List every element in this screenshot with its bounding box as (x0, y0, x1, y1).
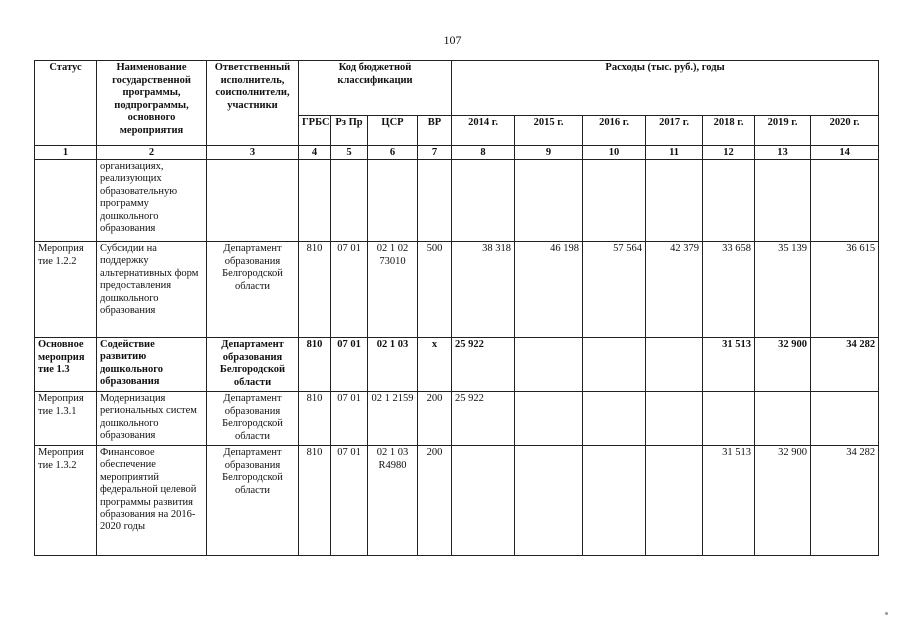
header-grbs: ГРБС (299, 115, 331, 145)
scan-speck (885, 612, 888, 615)
header-expenses: Расходы (тыс. руб.), годы (452, 61, 879, 116)
name-cell: организациях, реализующих образовательную программу дошкольного образования (97, 160, 207, 242)
column-number: 9 (515, 146, 583, 160)
header-year: 2019 г. (755, 115, 811, 145)
value-cell (646, 392, 703, 446)
executor-cell: Департамент образования Белгородской области (207, 392, 299, 446)
header-executor: Ответственный исполнитель, соисполнители, участники (207, 61, 299, 146)
column-number: 8 (452, 146, 515, 160)
executor-cell: Департамент образования Белгородской области (207, 446, 299, 556)
value-cell (583, 446, 646, 556)
csr-cell: 02 1 03 (368, 338, 418, 392)
grbs-cell (299, 160, 331, 242)
value-cell (515, 160, 583, 242)
header-status: Статус (35, 61, 97, 146)
header-year: 2015 г. (515, 115, 583, 145)
value-cell (703, 392, 755, 446)
name-cell: Содействие развитию дошкольного образования (97, 338, 207, 392)
table-row (35, 338, 879, 392)
column-number: 13 (755, 146, 811, 160)
rzpr-cell: 07 01 (331, 338, 368, 392)
value-cell (811, 392, 879, 446)
value-cell (583, 160, 646, 242)
column-number: 3 (207, 146, 299, 160)
value-cell (515, 446, 583, 556)
column-number: 4 (299, 146, 331, 160)
header-year: 2016 г. (583, 115, 646, 145)
csr-cell: 02 1 02 73010 (368, 242, 418, 338)
value-cell: 25 922 (452, 338, 515, 392)
status-cell: Основное мероприя тие 1.3 (35, 338, 97, 392)
value-cell: 31 513 (703, 338, 755, 392)
value-cell: 36 615 (811, 242, 879, 338)
header-vr: ВР (418, 115, 452, 145)
column-number: 7 (418, 146, 452, 160)
rzpr-cell: 07 01 (331, 242, 368, 338)
rzpr-cell: 07 01 (331, 392, 368, 446)
status-cell: Мероприя тие 1.3.1 (35, 392, 97, 446)
header-rzpr: Рз Пр (331, 115, 368, 145)
vr-cell: 200 (418, 392, 452, 446)
value-cell: 46 198 (515, 242, 583, 338)
value-cell (583, 338, 646, 392)
value-cell: 25 922 (452, 392, 515, 446)
grbs-cell: 810 (299, 242, 331, 338)
value-cell: 32 900 (755, 338, 811, 392)
value-cell (646, 446, 703, 556)
grbs-cell: 810 (299, 446, 331, 556)
value-cell (515, 338, 583, 392)
rzpr-cell (331, 160, 368, 242)
value-cell: 34 282 (811, 446, 879, 556)
table-row (35, 392, 879, 446)
vr-cell: 500 (418, 242, 452, 338)
column-number: 14 (811, 146, 879, 160)
vr-cell: х (418, 338, 452, 392)
header-year: 2017 г. (646, 115, 703, 145)
column-number: 1 (35, 146, 97, 160)
csr-cell: 02 1 03 R4980 (368, 446, 418, 556)
header-year: 2018 г. (703, 115, 755, 145)
vr-cell (418, 160, 452, 242)
value-cell: 42 379 (646, 242, 703, 338)
csr-cell: 02 1 2159 (368, 392, 418, 446)
column-number: 2 (97, 146, 207, 160)
name-cell: Субсидии на поддержку альтернативных форм предоставления дошкольного образования (97, 242, 207, 338)
value-cell (755, 160, 811, 242)
column-number: 5 (331, 146, 368, 160)
header-name: Наименование государственной программы, подпрограммы, основного мероприятия (97, 61, 207, 146)
value-cell (452, 446, 515, 556)
header-row (35, 61, 879, 116)
budget-table (34, 60, 879, 556)
grbs-cell: 810 (299, 392, 331, 446)
status-cell: Мероприя тие 1.2.2 (35, 242, 97, 338)
csr-cell (368, 160, 418, 242)
name-cell: Финансовое обеспечение мероприятий федеральной целевой программы развития образования на 2016-2020 годы (97, 446, 207, 556)
header-year: 2020 г. (811, 115, 879, 145)
value-cell: 34 282 (811, 338, 879, 392)
executor-cell (207, 160, 299, 242)
header-budget-code: Код бюджетной классификации (299, 61, 452, 116)
value-cell (452, 160, 515, 242)
value-cell (583, 392, 646, 446)
page-number: 107 (443, 33, 462, 47)
rzpr-cell: 07 01 (331, 446, 368, 556)
table-row (35, 160, 879, 242)
column-number: 10 (583, 146, 646, 160)
value-cell: 38 318 (452, 242, 515, 338)
column-number: 6 (368, 146, 418, 160)
value-cell (646, 160, 703, 242)
header-year: 2014 г. (452, 115, 515, 145)
name-cell: Модернизация региональных систем дошкольного образования (97, 392, 207, 446)
column-number-row (35, 146, 879, 160)
header-csr: ЦСР (368, 115, 418, 145)
grbs-cell: 810 (299, 338, 331, 392)
value-cell: 33 658 (703, 242, 755, 338)
value-cell: 32 900 (755, 446, 811, 556)
status-cell (35, 160, 97, 242)
value-cell: 57 564 (583, 242, 646, 338)
column-number: 11 (646, 146, 703, 160)
value-cell: 35 139 (755, 242, 811, 338)
value-cell (755, 392, 811, 446)
executor-cell: Департамент образования Белгородской области (207, 242, 299, 338)
table-row (35, 242, 879, 338)
value-cell (646, 338, 703, 392)
vr-cell: 200 (418, 446, 452, 556)
value-cell (515, 392, 583, 446)
value-cell (703, 160, 755, 242)
status-cell: Мероприя тие 1.3.2 (35, 446, 97, 556)
column-number: 12 (703, 146, 755, 160)
value-cell (811, 160, 879, 242)
table-row (35, 446, 879, 556)
value-cell: 31 513 (703, 446, 755, 556)
executor-cell: Департамент образования Белгородской области (207, 338, 299, 392)
